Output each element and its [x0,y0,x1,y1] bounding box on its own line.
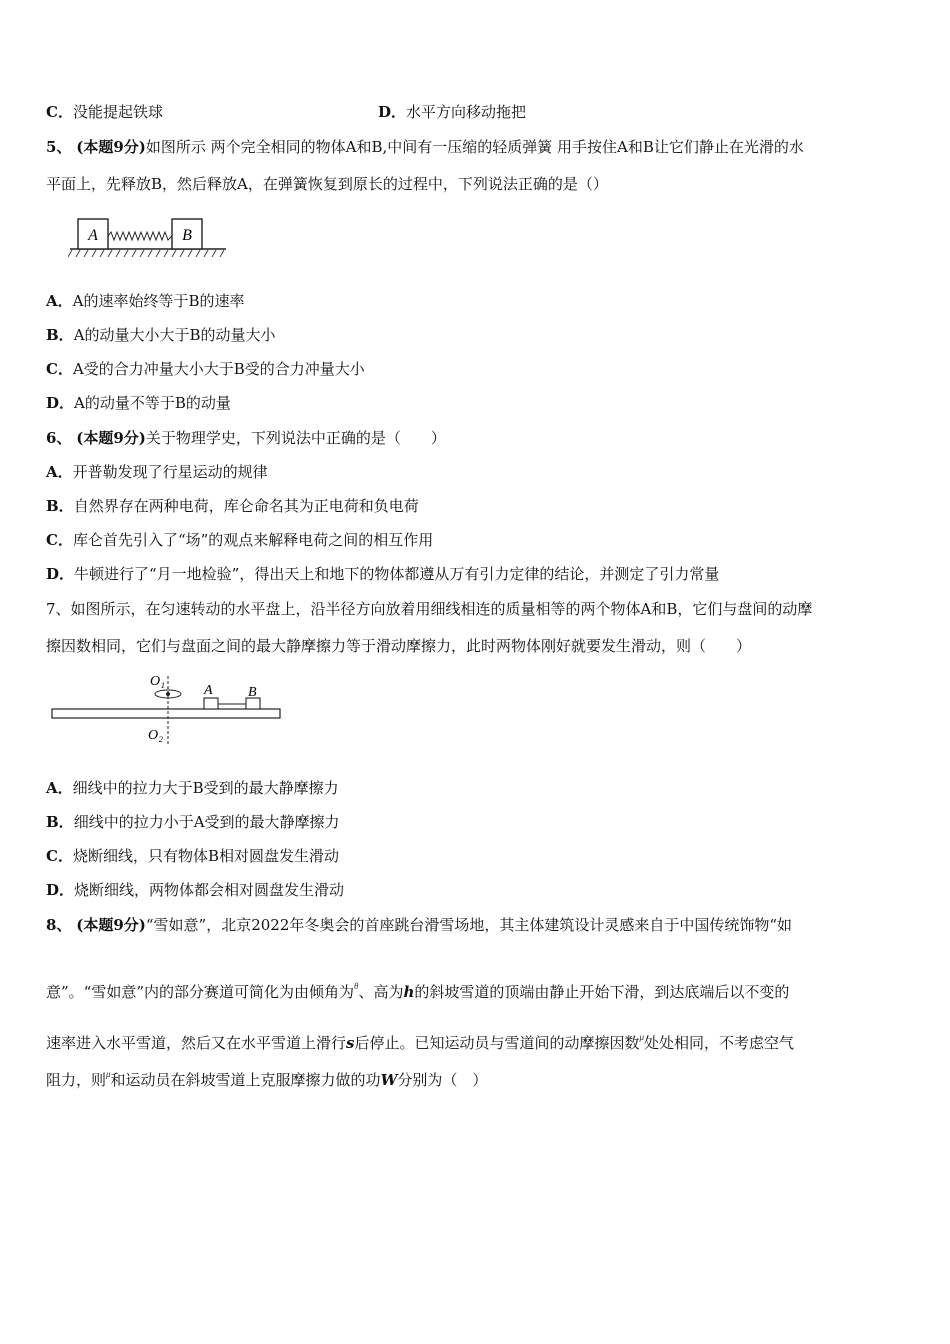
q6-option-b: B．自然界存在两种电荷，库仑命名其为正电荷和负电荷 [46,497,419,515]
axis-dot [166,692,170,696]
q8-line4: 阻力，则$^\mu$和运动员在斜坡雪道上克服摩擦力做的功W分别为（ ） [46,1069,488,1089]
block-a [204,698,218,709]
q7-turntable-figure [48,670,288,748]
q8-line3: 速率进入水平雪道，然后又在水平雪道上滑行s后停止。已知运动员与雪道间的动摩擦因数$^\mu$处处相同，不考虑空气 [46,1032,795,1052]
q6-option-a: A．开普勒发现了行星运动的规律 [46,463,268,481]
label-a: A [88,227,98,244]
q5-option-b: B．A的动量大小大于B的动量大小 [46,326,276,344]
q6-stem: 6、 (本题9分)关于物理学史，下列说法中正确的是（ ） [46,429,446,447]
q8-line1: 8、 (本题9分)“雪如意”，北京2022年冬奥会的首座跳台滑雪场地，其主体建筑设计灵感来自于中国传统饰物“如 [46,916,793,934]
q6-option-c: C．库仑首先引入了“场”的观点来解释电荷之间的相互作用 [46,531,434,549]
q7-stem-line1: 7、如图所示，在匀速转动的水平盘上，沿半径方向放着用细线相连的质量相等的两个物体A和B，它们与盘间的动摩 [46,600,813,618]
theta-symbol: θ [354,981,359,991]
q7-option-c: C．烧断细线，只有物体B相对圆盘发生滑动 [46,847,339,865]
q6-option-d: D．牛顿进行了“月一地检验”，得出天上和地下的物体都遵从万有引力定律的结论，并测定了引力常量 [46,565,720,583]
q7-option-a: A．细线中的拉力大于B受到的最大静摩擦力 [46,779,339,797]
q8-line2: 意”。“雪如意”内的部分赛道可简化为由倾角为$^\theta$、高为h的斜坡雪道的顶端由静止开始下滑，到达底端后以不变的 [46,981,790,1001]
q5-spring-blocks-figure [68,210,228,270]
q5-option-a: A．A的速率始终等于B的速率 [46,292,245,310]
q7-option-b: B．细线中的拉力小于A受到的最大静摩擦力 [46,813,340,831]
spring [108,232,172,240]
mu-symbol: μ [106,1069,111,1079]
var-s: s [346,1034,355,1052]
var-w: W [380,1071,398,1089]
label-b: B [248,685,257,700]
q7-option-d: D．烧断细线，两物体都会相对圆盘发生滑动 [46,881,345,899]
q7-stem-line2: 擦因数相同，它们与盘面之间的最大静摩擦力等于滑动摩擦力，此时两物体刚好就要发生滑动，则（ ） [46,637,752,655]
label-b: B [182,227,192,244]
q5-stem-line1: 5、 (本题9分)如图所示 两个完全相同的物体A和B,中间有一压缩的轻质弹簧 用手按住A和B让它们静止在光滑的水 [46,138,804,156]
label-o2: O₂ [148,728,163,743]
q4-option-d: D．水平方向移动拖把 [378,103,527,121]
q5-option-d: D．A的动量不等于B的动量 [46,394,231,412]
disk-side-view [52,709,280,718]
q5-option-c: C．A受的合力冲量大小大于B受的合力冲量大小 [46,360,365,378]
label-a: A [204,683,213,698]
q4-option-c: C．没能提起铁球 [46,103,163,121]
mu-symbol: μ [639,1032,645,1042]
var-h: h [403,983,415,1001]
label-o1: O₁ [150,674,165,689]
q5-stem-line2: 平面上，先释放B，然后释放A，在弹簧恢复到原长的过程中，下列说法正确的是（） [46,175,608,193]
